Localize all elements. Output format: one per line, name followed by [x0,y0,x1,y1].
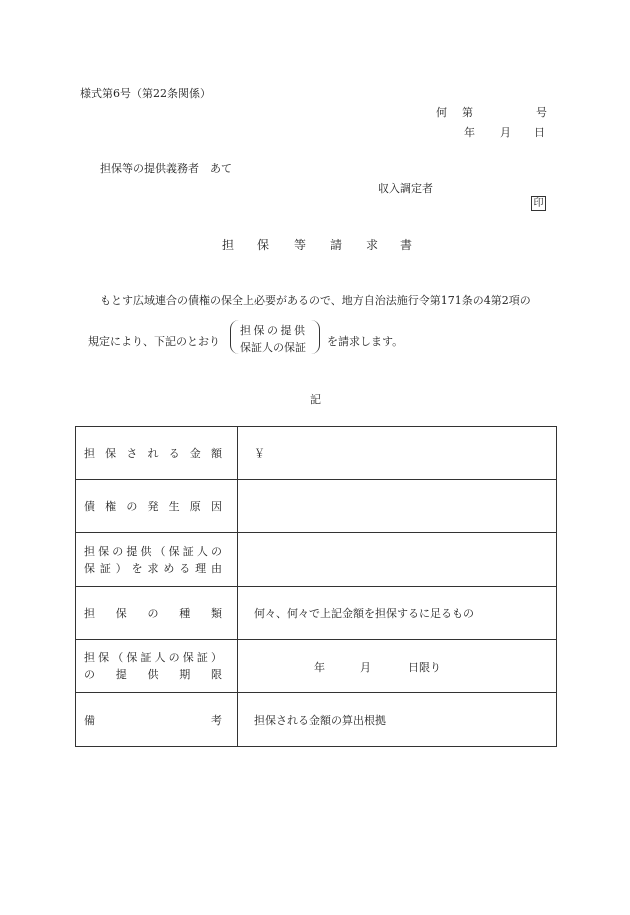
value-amount[interactable]: ￥ [238,427,557,480]
label-char: 担 [84,607,95,620]
label-char: ） [210,651,222,664]
label-char: の [84,668,95,681]
label-char: 提 [126,544,138,558]
date-day: 日 [534,126,545,139]
label-char: れ [147,447,159,460]
table-row [76,427,557,480]
label-char: 人 [154,651,166,664]
label-char: 証 [99,561,111,575]
label-char: 由 [211,561,222,575]
title-char: 保 [257,238,270,252]
title-char: 担 [222,238,235,252]
label-char: の [126,500,138,513]
table-row [76,587,557,640]
label-char: 保 [168,544,180,558]
label-char: 担 [84,544,95,558]
label-char: の [112,544,124,558]
label-char: （ [154,544,166,558]
label-char: 原 [189,500,201,513]
label-char: 保 [98,544,110,558]
value-deadline[interactable] [238,640,557,693]
body-line-2-prefix: 規定により、下記のとおり [88,335,220,348]
label-char: 備 [84,713,95,727]
label-char: 限 [211,668,222,681]
value-type[interactable]: 何々、何々で上記金額を担保するに足るもの [238,587,557,640]
label-char: 人 [196,544,208,558]
label-remarks [76,693,238,747]
body-line-1: もとす広域連合の債権の保全上必要があるので、地方自治法施行令第171条の4第2項の [100,294,531,307]
label-char: 供 [147,668,159,681]
label-char: る [179,561,191,575]
deadline-month: 月 [360,661,371,674]
option-guarantor: 保証人の保証 [240,341,306,354]
ref-prefix: 何 [436,106,447,119]
title-char: 求 [366,238,379,252]
label-char: の [147,607,159,620]
label-char: 証 [182,544,194,558]
deadline-day: 日限り [408,661,441,674]
label-char: め [163,561,175,575]
label-char: 保 [126,651,138,664]
label-char: 保 [182,651,194,664]
date-month: 月 [500,126,511,139]
label-char: 証 [196,651,208,664]
label-char: の [210,544,222,558]
label-char: 生 [168,500,180,513]
title-char: 書 [400,238,413,252]
addressee: 担保等の提供義務者 あて [100,162,232,175]
label-char: 類 [211,607,222,620]
label-char: ） [115,561,127,575]
table-row [76,640,557,693]
label-char: 理 [195,561,207,575]
label-cause [76,480,238,533]
details-table [75,426,557,747]
table-row [76,693,557,747]
value-cause[interactable] [238,480,557,533]
form-number: 様式第6号（第22条関係） [80,87,211,100]
ref-go: 号 [536,106,547,119]
body-line-2-suffix: を請求します。 [327,335,404,348]
label-char: 証 [140,651,152,664]
table-row [76,533,557,587]
label-char: 種 [179,607,191,620]
label-char: 保 [84,561,95,575]
date-year: 年 [464,126,475,139]
label-char: 因 [210,500,222,513]
label-char: さ [126,447,138,460]
label-char: を [131,561,143,575]
seal-mark: 印 [531,196,546,211]
requester: 収入調定者 [378,182,433,195]
label-char: 期 [179,668,191,681]
label-char: 権 [105,500,117,513]
label-char: の [168,651,180,664]
title-char: 請 [330,238,343,252]
label-char: 供 [140,544,152,558]
label-type [76,587,238,640]
value-reason[interactable] [238,533,557,587]
label-char: 担 [84,447,95,460]
label-char: 考 [211,713,222,727]
table-row [76,480,557,533]
ref-dai: 第 [462,106,473,119]
ki-heading: 記 [310,393,321,406]
label-amount [76,427,238,480]
label-char: る [168,447,180,460]
option-security-provision: 担保の提供 [240,324,308,337]
label-reason [76,533,238,587]
label-deadline [76,640,238,693]
label-char: 提 [115,668,127,681]
value-remarks[interactable]: 担保される金額の算出根拠 [238,693,557,747]
label-char: 額 [210,447,222,460]
label-char: （ [112,651,124,664]
title-char: 等 [294,238,307,252]
label-char: 保 [98,651,110,664]
label-char: 発 [147,500,159,513]
label-char: 金 [189,447,201,460]
label-char: 債 [84,500,95,513]
label-char: 求 [147,561,159,575]
label-char: 担 [84,651,95,664]
deadline-year: 年 [314,661,325,674]
label-char: 保 [115,607,127,620]
label-char: 保 [105,447,117,460]
